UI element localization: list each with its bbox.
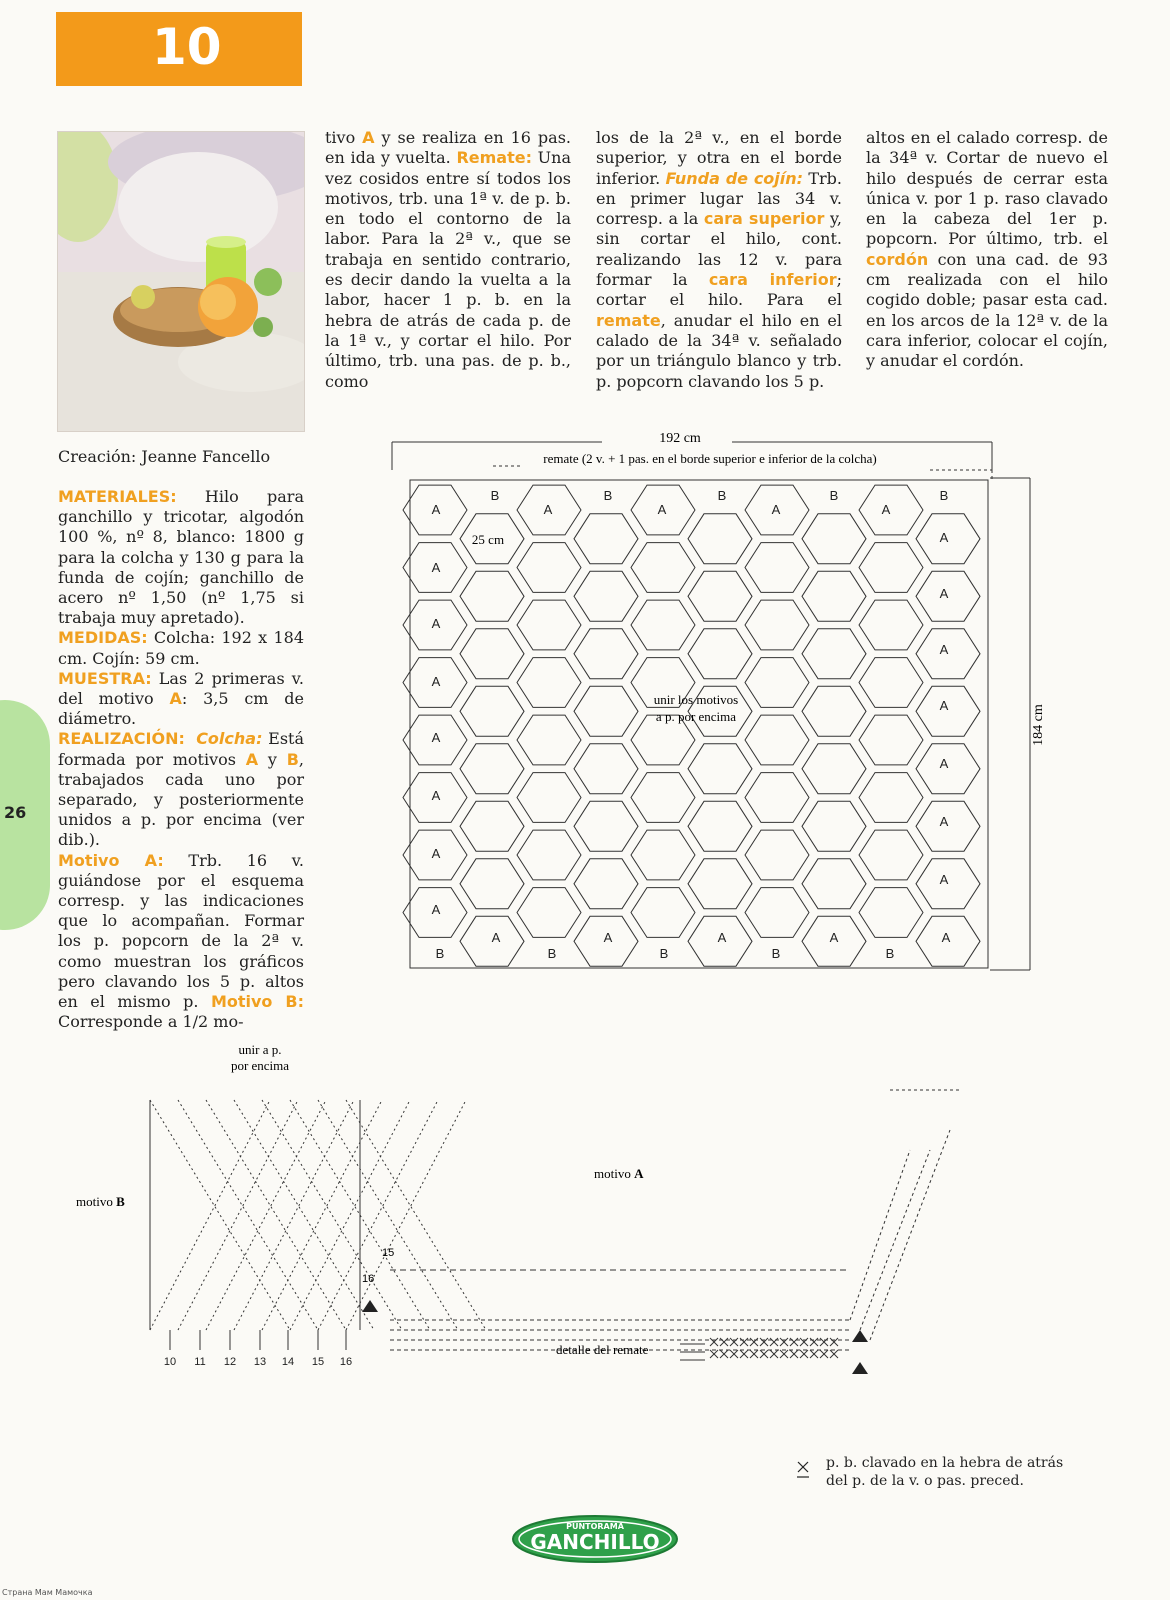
hexagon-motif bbox=[517, 888, 581, 938]
legend-stitch-symbol bbox=[796, 1460, 812, 1482]
motif-label: A bbox=[431, 674, 441, 689]
text-column-2 bbox=[596, 128, 842, 392]
hexagon-motif bbox=[745, 773, 809, 823]
col1-motif-a: A bbox=[362, 128, 375, 147]
col3-text-1: altos en el calado corresp. de la 34ª v. Cortar de nuevo el hilo después de cerrar esta única v. por 1 p. raso clavado en la cabeza del 1er p. popcorn. Por último, trb. el bbox=[866, 128, 1108, 249]
col2-text-5: , anudar el hilo en el calado de la 34ª v. señalado por un triángulo blanco y trb. p. popcorn clavando los 5 p. bbox=[596, 310, 842, 391]
materiales-text: Hilo para ganchillo y tricotar, algodón 100 %, nº 8, blanco: 1800 g para la colcha y 130 g para la funda de cojín; ganchillo de acero nº 1,50 (nº 1,75 si trabaja muy apretado). bbox=[58, 487, 304, 628]
motif-label: B bbox=[603, 488, 613, 503]
hexagon-motif bbox=[688, 744, 752, 794]
motivo-a-text: Trb. 16 v. guiándose por el esquema corresp. y las indicaciones que lo acompañan. Formar los p. popcorn de la 2ª v. como muestran los gráficos pero clavando los 5 p. altos en el mismo p. bbox=[58, 850, 304, 1012]
creation-credit: Creación: Jeanne Fancello bbox=[58, 447, 271, 466]
hexagon-motif bbox=[574, 686, 638, 736]
hexagon-motif bbox=[688, 514, 752, 564]
hexagon-motif bbox=[460, 801, 524, 851]
hexagon-motif bbox=[802, 859, 866, 909]
motif-label: A bbox=[431, 788, 441, 803]
col2-funda-label: Funda de cojín: bbox=[665, 168, 804, 188]
hexagon-motif bbox=[517, 773, 581, 823]
hexagon-motif bbox=[574, 629, 638, 679]
motif-label: A bbox=[939, 872, 949, 887]
section-number: 10 bbox=[152, 18, 222, 76]
hexagon-motif bbox=[745, 600, 809, 650]
motif-label: A bbox=[431, 502, 441, 517]
hexagon-motif bbox=[688, 571, 752, 621]
hexagon-motif bbox=[859, 658, 923, 708]
motif-label: A bbox=[431, 902, 441, 917]
motif-label: A bbox=[771, 502, 781, 517]
motif-label: B bbox=[829, 488, 839, 503]
motif-label: B bbox=[490, 488, 500, 503]
row-number: 16 bbox=[339, 1356, 353, 1368]
realizacion-a: A bbox=[245, 749, 259, 769]
motif-label: A bbox=[939, 698, 949, 713]
materials-column bbox=[58, 487, 304, 1032]
motif-label: B bbox=[939, 488, 949, 503]
realizacion-text-1: Está formada por motivos bbox=[58, 729, 305, 769]
medidas-label: MEDIDAS: bbox=[58, 628, 148, 648]
muestra-text-2: : 3,5 cm de diámetro. bbox=[58, 689, 304, 729]
motivo-b-text: Corresponde a 1/2 mo- bbox=[58, 1012, 244, 1032]
row-number: 13 bbox=[253, 1356, 267, 1368]
hexagon-motif bbox=[517, 830, 581, 880]
hexagon-motif bbox=[631, 543, 695, 593]
footer-credit: Страна Мам Мамочка bbox=[2, 1588, 93, 1597]
motif-label: A bbox=[431, 560, 441, 575]
hexagon-motif bbox=[517, 658, 581, 708]
row-number: 15 bbox=[311, 1356, 325, 1368]
hexagon-motif bbox=[745, 888, 809, 938]
hexagon-motif bbox=[517, 715, 581, 765]
hexagon-motif bbox=[574, 744, 638, 794]
hexagon-motif bbox=[859, 830, 923, 880]
motivo-b-label: Motivo B: bbox=[210, 992, 304, 1012]
hexagon-motif bbox=[802, 629, 866, 679]
motif-label: A bbox=[431, 616, 441, 631]
motif-label: A bbox=[939, 642, 949, 657]
motivo-b-chart-label: motivo B bbox=[76, 1194, 125, 1209]
hexagon-motif bbox=[631, 773, 695, 823]
logo-main: GANCHILLO bbox=[530, 1530, 660, 1554]
col1-text-3: Una vez cosidos entre sí todos los motivos, trb. una 1ª v. de p. b. en todo el contorno de la labor. Para la 2ª v., que se trabaja en sentido contrario, es decir dando la vuelta a la labor, hacer 1 p. b. en la hebra de atrás de cada p. de la 1ª v., y cortar el hilo. Por último, trb. una pas. de p. b., como bbox=[325, 148, 571, 391]
motif-label: A bbox=[939, 530, 949, 545]
medidas-text: Colcha: 192 x 184 cm. Cojín: 59 cm. bbox=[58, 628, 304, 668]
hexagon-motif bbox=[460, 571, 524, 621]
bedspread-photo bbox=[57, 131, 305, 432]
col2-cara-superior: cara superior bbox=[703, 209, 825, 229]
motif-label: B bbox=[717, 488, 727, 503]
col3-cordon: cordón bbox=[866, 249, 929, 269]
hexagon-motif bbox=[517, 543, 581, 593]
triangle-marker bbox=[852, 1330, 868, 1342]
join-label-1: unir los motivos bbox=[653, 692, 739, 707]
triangle-marker bbox=[852, 1362, 868, 1374]
row-number: 12 bbox=[223, 1356, 237, 1368]
puntorama-ganchillo-logo bbox=[510, 1514, 680, 1564]
col2-remate: remate bbox=[596, 310, 661, 330]
realizacion-text-2: , trabajados cada uno por separado, y posteriormente unidos a p. por encima (ver dib.). bbox=[58, 749, 304, 850]
hexagon-motif bbox=[802, 744, 866, 794]
motif-label: A bbox=[941, 930, 951, 945]
motif-size-label: 25 cm bbox=[471, 532, 505, 547]
hexagon-motif bbox=[631, 830, 695, 880]
muestra-text: Las 2 primeras v. del motivo bbox=[58, 668, 304, 709]
hexagon-motif bbox=[688, 801, 752, 851]
hexagon-motif bbox=[574, 801, 638, 851]
motif-label: B bbox=[547, 946, 557, 961]
hexagon-motif bbox=[859, 773, 923, 823]
motif-label: A bbox=[431, 846, 441, 861]
bedspread-layout-diagram bbox=[390, 430, 1050, 990]
hexagon-motif bbox=[802, 514, 866, 564]
logo-top: PUNTORAMA bbox=[566, 1522, 624, 1531]
legend-line-1: p. b. clavado en la hebra de atrás bbox=[826, 1455, 1064, 1471]
page-number: 26 bbox=[4, 803, 27, 822]
muestra-a: A bbox=[169, 689, 182, 709]
hexagon-motif bbox=[574, 514, 638, 564]
triangle-marker bbox=[362, 1300, 378, 1312]
col1-text-1: tivo bbox=[325, 128, 363, 147]
row-number: 14 bbox=[281, 1356, 295, 1368]
hexagon-labels bbox=[432, 488, 951, 961]
hexagon-motif bbox=[802, 686, 866, 736]
realizacion-y: y bbox=[258, 749, 287, 769]
motif-label: A bbox=[717, 930, 727, 945]
hexagon-motif bbox=[688, 629, 752, 679]
motif-label: A bbox=[939, 586, 949, 601]
stitch-join-label-1: unir a p. bbox=[238, 1042, 282, 1057]
height-label: 184 cm bbox=[1031, 704, 1046, 746]
col2-text-4: ; cortar el hilo. Para el bbox=[596, 270, 843, 310]
motif-label: B bbox=[435, 946, 445, 961]
hexagon-motif bbox=[631, 888, 695, 938]
hexagon-motif bbox=[745, 830, 809, 880]
hexagon-motif bbox=[859, 715, 923, 765]
materiales-label: MATERIALES: bbox=[58, 487, 177, 506]
legend-line-2: del p. de la v. o pas. preced. bbox=[826, 1473, 1024, 1489]
row-16-label: 16 bbox=[362, 1273, 375, 1285]
hexagon-motif bbox=[460, 744, 524, 794]
motif-label: A bbox=[543, 502, 553, 517]
motivo-a-chart-label: motivo A bbox=[594, 1166, 644, 1181]
col3-text-2: con una cad. de 93 cm realizada con el hilo cogido doble; pasar esta cad. en los arcos de la 12ª v. de la cara inferior, colocar el cojín, y anudar el cordón. bbox=[866, 249, 1108, 371]
motif-label: A bbox=[881, 502, 891, 517]
motif-label: A bbox=[939, 814, 949, 829]
text-column-3 bbox=[866, 128, 1108, 372]
detalle-label: detalle del remate bbox=[556, 1342, 649, 1357]
hexagon-motif bbox=[859, 485, 923, 535]
hexagon-motif bbox=[745, 543, 809, 593]
stitch-join-label-2: por encima bbox=[230, 1058, 290, 1073]
hexagon-motif bbox=[574, 571, 638, 621]
hexagon-motif bbox=[460, 629, 524, 679]
motif-label: A bbox=[431, 730, 441, 745]
col2-text-2: Trb. en primer lugar las 34 v. corresp. a la bbox=[596, 168, 842, 229]
section-number-box bbox=[56, 12, 302, 86]
col1-remate-label: Remate: bbox=[456, 148, 532, 168]
motif-label: B bbox=[771, 946, 781, 961]
col2-text-3: y, sin cortar el hilo, cont. realizando las 12 v. para formar la bbox=[596, 209, 842, 290]
hexagon-motif bbox=[574, 859, 638, 909]
hexagon-motif bbox=[859, 600, 923, 650]
motif-label: A bbox=[939, 756, 949, 771]
col2-text-1: los de la 2ª v., en el borde superior, y otra en el borde inferior. bbox=[596, 128, 842, 188]
muestra-label: MUESTRA: bbox=[58, 668, 152, 688]
col1-text-2: y se realiza en 16 pas. en ida y vuelta. bbox=[325, 128, 571, 168]
motif-label: A bbox=[657, 502, 667, 517]
motif-label: B bbox=[659, 946, 669, 961]
hexagon-motif bbox=[631, 600, 695, 650]
motif-label: A bbox=[603, 930, 613, 945]
hexagon-motif bbox=[460, 859, 524, 909]
realizacion-b: B bbox=[286, 749, 299, 769]
hexagon-motif bbox=[460, 686, 524, 736]
row-number: 11 bbox=[194, 1356, 206, 1368]
realizacion-label: REALIZACIÓN: bbox=[58, 729, 185, 749]
hexagon-motif bbox=[745, 715, 809, 765]
motif-label: B bbox=[885, 946, 895, 961]
motif-label: A bbox=[491, 930, 501, 945]
stitch-chart bbox=[60, 1030, 1100, 1430]
bedspread-outline bbox=[410, 480, 988, 968]
hexagon-motif bbox=[517, 600, 581, 650]
hexagon-motif bbox=[745, 658, 809, 708]
hexagon-motif bbox=[688, 859, 752, 909]
hexagon-motif bbox=[859, 888, 923, 938]
col2-cara-inferior: cara inferior bbox=[708, 270, 837, 290]
row-number: 10 bbox=[163, 1356, 177, 1368]
join-label-2: a p. por encima bbox=[655, 709, 737, 724]
legend bbox=[826, 1454, 1063, 1490]
width-label: 192 cm bbox=[659, 431, 701, 446]
remate-label: remate (2 v. + 1 pas. en el borde superior e inferior de la colcha) bbox=[543, 451, 877, 466]
hexagon-grid bbox=[403, 480, 988, 968]
hexagon-motif bbox=[802, 571, 866, 621]
text-column-1 bbox=[325, 128, 571, 392]
motif-label: A bbox=[829, 930, 839, 945]
motivo-a-label: Motivo A: bbox=[58, 850, 164, 870]
row-15-label: 15 bbox=[382, 1247, 395, 1259]
hexagon-motif bbox=[802, 801, 866, 851]
colcha-label: Colcha: bbox=[196, 729, 263, 749]
hexagon-motif bbox=[859, 543, 923, 593]
